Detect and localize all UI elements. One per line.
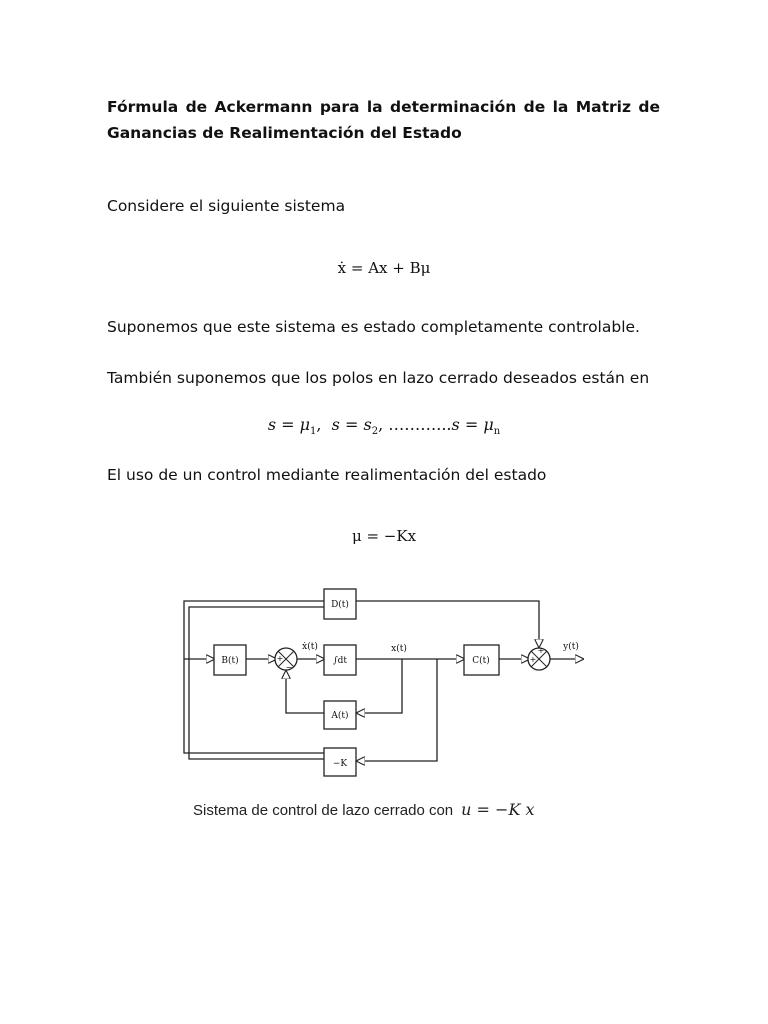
- poles-equation: $s = \mu_1$, $s = s_2$, ………...s = $\mu_n$: [267, 415, 501, 438]
- svg-text:+: +: [276, 654, 284, 663]
- block-A-label: A(t): [331, 711, 349, 721]
- control-law-equation: μ = −Kx: [351, 527, 417, 545]
- signal-y-label: y(t): [563, 642, 579, 652]
- state-equation: ẋ = Ax + Bμ: [337, 259, 431, 277]
- signal-xdot-label: ẋ(t): [302, 642, 318, 652]
- diagram-caption: Sistema de control de lazo cerrado con u = −K x: [193, 800, 535, 819]
- block-C-label: C(t): [472, 656, 490, 666]
- svg-text:−: −: [285, 663, 293, 672]
- block-integrator-label: ∫dt: [332, 656, 348, 666]
- paragraph-desired-poles: También suponemos que los polos en lazo cerrado deseados están en: [107, 369, 650, 387]
- svg-text:+: +: [537, 646, 545, 655]
- block-B-label: B(t): [221, 656, 239, 666]
- svg-text:+: +: [529, 655, 537, 664]
- outer-feedback-line: [184, 601, 324, 753]
- paragraph-state-feedback: El uso de un control mediante realimentación del estado: [107, 466, 547, 484]
- page-title: Fórmula de Ackermann para la determinación de la Matriz de Ganancias de Realimentación del Estado: [107, 98, 660, 142]
- paragraph-consider-system: Considere el siguiente sistema: [107, 197, 346, 215]
- block-D-label: D(t): [331, 600, 349, 610]
- paragraph-controllable: Suponemos que este sistema es estado completamente controlable.: [107, 318, 640, 336]
- block-K-label: −K: [332, 759, 348, 769]
- signal-x-label: x(t): [391, 644, 407, 654]
- block-diagram: [179, 581, 589, 821]
